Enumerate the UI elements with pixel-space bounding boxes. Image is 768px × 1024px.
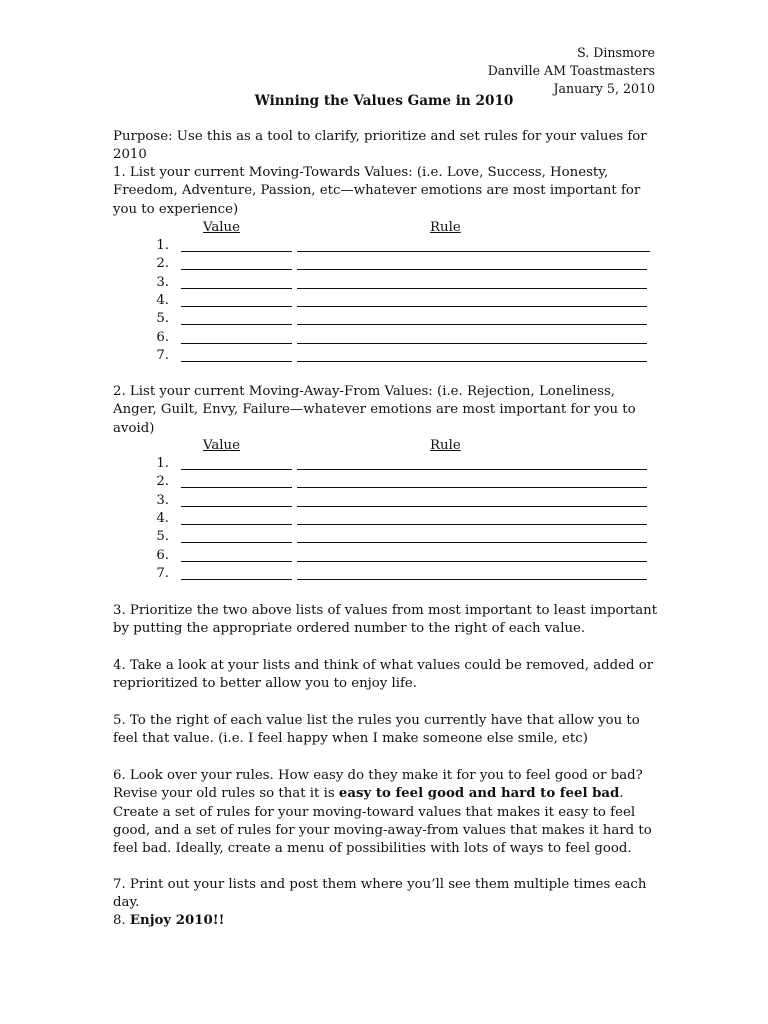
section2-value-header: Value — [203, 438, 240, 453]
step8-prefix: 8. — [113, 913, 130, 928]
section1-intro-lead: 1. List your current Moving-Towards Values: — [113, 165, 417, 180]
value-blank-line[interactable] — [181, 269, 292, 270]
list-row — [0, 293, 768, 311]
rule-blank-line[interactable] — [297, 343, 647, 344]
rule-blank-line[interactable] — [297, 361, 647, 362]
section1-intro-examples: (i.e. Love, Success, Honesty, Freedom, Adventure, Passion, etc—whatever emotions are most important for you to experience) — [113, 165, 641, 217]
author-name: S. Dinsmore — [577, 45, 655, 60]
list-row — [0, 238, 768, 256]
step6-text — [113, 767, 658, 858]
list-row — [0, 511, 768, 529]
row-number: 3. — [156, 492, 169, 508]
list-row — [0, 566, 768, 584]
step5-text: 5. To the right of each value list the rules you currently have that allow you to feel that value. (i.e. I feel happy when I make someone else smile, etc) — [113, 713, 640, 747]
value-blank-line[interactable] — [181, 506, 292, 507]
rule-blank-line[interactable] — [297, 579, 647, 580]
document-date: January 5, 2010 — [553, 81, 655, 96]
section1-intro — [113, 164, 658, 219]
row-number: 1. — [156, 456, 169, 471]
value-blank-line[interactable] — [181, 288, 292, 289]
rule-blank-line[interactable] — [297, 561, 647, 562]
rule-blank-line[interactable] — [297, 251, 650, 252]
value-blank-line[interactable] — [181, 542, 292, 543]
step8-emphasis: Enjoy 2010!! — [129, 913, 225, 928]
list-row — [0, 256, 768, 274]
section2-intro-examples: (i.e. Rejection, Loneliness, Anger, Guilt, Envy, Failure—whatever emotions are most important for you to avoid) — [113, 384, 636, 436]
step3-text: 3. Prioritize the two above lists of values from most important to least important by putting the appropriate ordered number to the right of each value. — [113, 603, 658, 637]
row-number: 4. — [156, 292, 169, 308]
list-row — [0, 275, 768, 293]
section1-value-header: Value — [203, 220, 240, 235]
list-row — [0, 348, 768, 366]
value-blank-line[interactable] — [181, 561, 292, 562]
step4-text: 4. Take a look at your lists and think of what values could be removed, added or reprioritized to better allow you to enjoy life. — [113, 658, 654, 692]
section2-intro — [113, 383, 658, 438]
step7-text: 7. Print out your lists and post them where you’ll see them multiple times each day. — [113, 877, 647, 911]
value-blank-line[interactable] — [181, 579, 292, 580]
rule-blank-line[interactable] — [297, 324, 647, 325]
value-blank-line[interactable] — [181, 306, 292, 307]
row-number: 3. — [156, 274, 169, 290]
value-blank-line[interactable] — [181, 343, 292, 344]
step8-text — [113, 912, 658, 930]
section2-rule-header: Rule — [430, 438, 461, 453]
row-number: 5. — [156, 529, 169, 545]
document-header — [488, 44, 655, 98]
step6-emphasis: easy to feel good and hard to feel bad — [338, 786, 620, 802]
value-blank-line[interactable] — [181, 524, 292, 525]
row-number: 6. — [156, 329, 169, 345]
row-number: 7. — [156, 347, 169, 363]
step6-part2: . Create a set of rules for your moving-toward values that makes it easy to feel good, and a set of rules for your moving-away-from values that makes it hard to feel bad. Ideally, create a menu of possibilities with lots of ways to feel good. — [113, 786, 652, 857]
row-number: 1. — [156, 238, 169, 253]
row-number: 5. — [156, 311, 169, 327]
step6-part1: 6. Look over your rules. How easy do they make it for you to feel good or bad? Revise your old rules so that it is — [113, 768, 643, 802]
rule-blank-line[interactable] — [297, 269, 647, 270]
list-row — [0, 311, 768, 329]
row-number: 6. — [156, 547, 169, 563]
section2-intro-lead: 2. List your current Moving-Away-From Values: — [113, 384, 438, 399]
rule-blank-line[interactable] — [297, 542, 647, 543]
rule-blank-line[interactable] — [297, 524, 647, 525]
list-row — [0, 330, 768, 348]
section1-rule-header: Rule — [430, 220, 461, 235]
list-row — [0, 456, 768, 474]
rule-blank-line[interactable] — [297, 306, 647, 307]
rule-blank-line[interactable] — [297, 469, 647, 470]
organization-name: Danville AM Toastmasters — [487, 63, 655, 78]
value-blank-line[interactable] — [181, 324, 292, 325]
value-blank-line[interactable] — [181, 251, 292, 252]
row-number: 7. — [156, 565, 169, 581]
row-number: 2. — [156, 474, 169, 490]
purpose-text: Purpose: Use this as a tool to clarify, prioritize and set rules for your values for 2010 — [113, 129, 647, 163]
rule-blank-line[interactable] — [297, 506, 647, 507]
list-row — [0, 529, 768, 547]
list-row — [0, 548, 768, 566]
value-blank-line[interactable] — [181, 469, 292, 470]
list-row — [0, 474, 768, 492]
rule-blank-line[interactable] — [297, 487, 647, 488]
rule-blank-line[interactable] — [297, 288, 647, 289]
page-title: Winning the Values Game in 2010 — [254, 93, 514, 109]
row-number: 4. — [156, 510, 169, 526]
value-blank-line[interactable] — [181, 361, 292, 362]
row-number: 2. — [156, 256, 169, 272]
value-blank-line[interactable] — [181, 487, 292, 488]
list-row — [0, 493, 768, 511]
